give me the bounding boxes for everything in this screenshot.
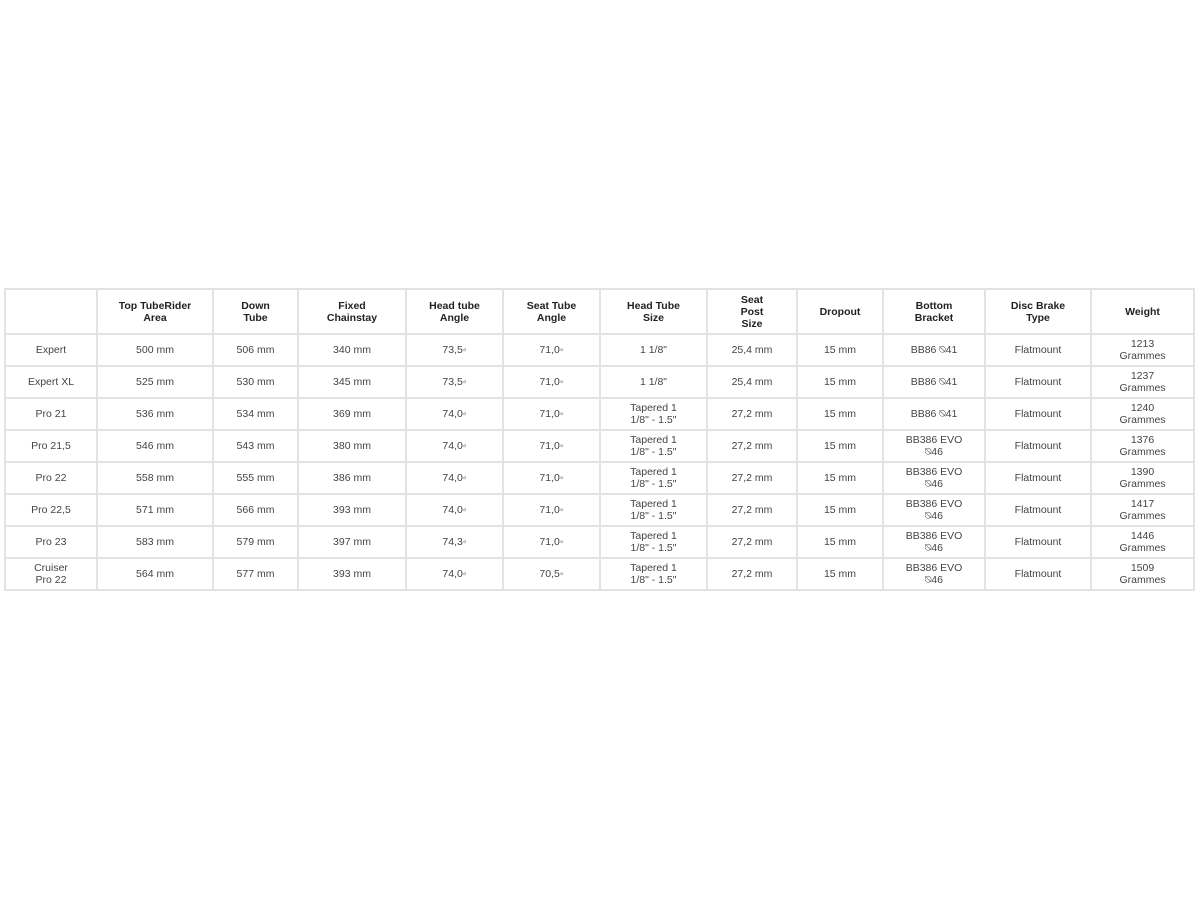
- cell-model: Pro 21: [5, 398, 97, 430]
- cell-top-tube: 571 mm: [97, 494, 213, 526]
- cell-dropout: 15 mm: [797, 366, 883, 398]
- header-seat-tube-angle: Seat Tube Angle: [503, 289, 600, 334]
- cell-weight: 1213 Grammes: [1091, 334, 1194, 366]
- cell-head-tube-angle: 73,5◦: [406, 334, 503, 366]
- cell-head-tube-size: Tapered 1 1/8" - 1.5": [600, 526, 707, 558]
- cell-down-tube: 577 mm: [213, 558, 298, 590]
- cell-top-tube: 500 mm: [97, 334, 213, 366]
- cell-weight: 1417 Grammes: [1091, 494, 1194, 526]
- header-top-tube: Top TubeRider Area: [97, 289, 213, 334]
- cell-model: Pro 22: [5, 462, 97, 494]
- cell-seat-post-size: 27,2 mm: [707, 558, 797, 590]
- header-chainstay: Fixed Chainstay: [298, 289, 406, 334]
- cell-disc-brake: Flatmount: [985, 334, 1091, 366]
- table-body: [5, 334, 1194, 590]
- cell-seat-tube-angle: 71,0◦: [503, 430, 600, 462]
- header-weight: Weight: [1091, 289, 1194, 334]
- cell-seat-tube-angle: 71,0◦: [503, 494, 600, 526]
- header-disc-brake: Disc Brake Type: [985, 289, 1091, 334]
- table-row: [5, 398, 1194, 430]
- cell-top-tube: 536 mm: [97, 398, 213, 430]
- cell-top-tube: 583 mm: [97, 526, 213, 558]
- cell-chainstay: 397 mm: [298, 526, 406, 558]
- cell-dropout: 15 mm: [797, 494, 883, 526]
- geometry-spec-table: [4, 288, 1195, 591]
- cell-dropout: 15 mm: [797, 462, 883, 494]
- cell-model: Cruiser Pro 22: [5, 558, 97, 590]
- cell-head-tube-angle: 74,3◦: [406, 526, 503, 558]
- cell-bottom-bracket: BB86 ⍉41: [883, 398, 985, 430]
- table-row: [5, 430, 1194, 462]
- table-row: [5, 526, 1194, 558]
- cell-model: Pro 21,5: [5, 430, 97, 462]
- cell-model: Pro 23: [5, 526, 97, 558]
- cell-dropout: 15 mm: [797, 558, 883, 590]
- cell-weight: 1376 Grammes: [1091, 430, 1194, 462]
- cell-disc-brake: Flatmount: [985, 494, 1091, 526]
- cell-bottom-bracket: BB386 EVO ⍉46: [883, 526, 985, 558]
- header-cell-empty: [5, 289, 97, 334]
- cell-down-tube: 543 mm: [213, 430, 298, 462]
- cell-head-tube-angle: 74,0◦: [406, 558, 503, 590]
- cell-bottom-bracket: BB86 ⍉41: [883, 366, 985, 398]
- cell-down-tube: 530 mm: [213, 366, 298, 398]
- header-seat-post-size: Seat Post Size: [707, 289, 797, 334]
- cell-down-tube: 579 mm: [213, 526, 298, 558]
- cell-bottom-bracket: BB386 EVO ⍉46: [883, 430, 985, 462]
- cell-chainstay: 393 mm: [298, 494, 406, 526]
- cell-head-tube-angle: 74,0◦: [406, 430, 503, 462]
- cell-dropout: 15 mm: [797, 398, 883, 430]
- cell-chainstay: 380 mm: [298, 430, 406, 462]
- cell-chainstay: 386 mm: [298, 462, 406, 494]
- cell-weight: 1237 Grammes: [1091, 366, 1194, 398]
- cell-head-tube-size: Tapered 1 1/8" - 1.5": [600, 430, 707, 462]
- cell-top-tube: 546 mm: [97, 430, 213, 462]
- cell-down-tube: 534 mm: [213, 398, 298, 430]
- cell-chainstay: 340 mm: [298, 334, 406, 366]
- cell-seat-tube-angle: 71,0◦: [503, 334, 600, 366]
- cell-head-tube-angle: 74,0◦: [406, 494, 503, 526]
- cell-top-tube: 564 mm: [97, 558, 213, 590]
- cell-seat-post-size: 27,2 mm: [707, 398, 797, 430]
- table-row: [5, 334, 1194, 366]
- cell-dropout: 15 mm: [797, 430, 883, 462]
- cell-head-tube-angle: 74,0◦: [406, 398, 503, 430]
- cell-head-tube-size: 1 1/8": [600, 334, 707, 366]
- cell-disc-brake: Flatmount: [985, 366, 1091, 398]
- cell-head-tube-size: Tapered 1 1/8" - 1.5": [600, 398, 707, 430]
- cell-top-tube: 558 mm: [97, 462, 213, 494]
- cell-disc-brake: Flatmount: [985, 430, 1091, 462]
- cell-disc-brake: Flatmount: [985, 558, 1091, 590]
- cell-chainstay: 393 mm: [298, 558, 406, 590]
- cell-disc-brake: Flatmount: [985, 526, 1091, 558]
- cell-seat-tube-angle: 71,0◦: [503, 462, 600, 494]
- cell-seat-tube-angle: 71,0◦: [503, 398, 600, 430]
- table-header-row: [5, 289, 1194, 334]
- cell-model: Pro 22,5: [5, 494, 97, 526]
- cell-chainstay: 369 mm: [298, 398, 406, 430]
- cell-bottom-bracket: BB386 EVO ⍉46: [883, 494, 985, 526]
- cell-weight: 1390 Grammes: [1091, 462, 1194, 494]
- cell-head-tube-size: Tapered 1 1/8" - 1.5": [600, 462, 707, 494]
- header-bottom-bracket: Bottom Bracket: [883, 289, 985, 334]
- cell-seat-post-size: 27,2 mm: [707, 430, 797, 462]
- cell-weight: 1240 Grammes: [1091, 398, 1194, 430]
- cell-seat-post-size: 25,4 mm: [707, 366, 797, 398]
- cell-seat-tube-angle: 71,0◦: [503, 366, 600, 398]
- cell-model: Expert: [5, 334, 97, 366]
- cell-chainstay: 345 mm: [298, 366, 406, 398]
- cell-model: Expert XL: [5, 366, 97, 398]
- header-down-tube: Down Tube: [213, 289, 298, 334]
- cell-disc-brake: Flatmount: [985, 398, 1091, 430]
- cell-top-tube: 525 mm: [97, 366, 213, 398]
- header-dropout: Dropout: [797, 289, 883, 334]
- table-row: [5, 558, 1194, 590]
- header-head-tube-angle: Head tube Angle: [406, 289, 503, 334]
- cell-bottom-bracket: BB86 ⍉41: [883, 334, 985, 366]
- table-row: [5, 366, 1194, 398]
- cell-seat-post-size: 25,4 mm: [707, 334, 797, 366]
- cell-down-tube: 566 mm: [213, 494, 298, 526]
- cell-down-tube: 506 mm: [213, 334, 298, 366]
- cell-seat-tube-angle: 71,0◦: [503, 526, 600, 558]
- cell-seat-post-size: 27,2 mm: [707, 462, 797, 494]
- cell-disc-brake: Flatmount: [985, 462, 1091, 494]
- cell-seat-post-size: 27,2 mm: [707, 526, 797, 558]
- cell-dropout: 15 mm: [797, 526, 883, 558]
- header-head-tube-size: Head Tube Size: [600, 289, 707, 334]
- cell-weight: 1509 Grammes: [1091, 558, 1194, 590]
- cell-head-tube-angle: 73,5◦: [406, 366, 503, 398]
- cell-seat-tube-angle: 70,5◦: [503, 558, 600, 590]
- cell-head-tube-size: Tapered 1 1/8" - 1.5": [600, 494, 707, 526]
- cell-dropout: 15 mm: [797, 334, 883, 366]
- cell-weight: 1446 Grammes: [1091, 526, 1194, 558]
- cell-head-tube-angle: 74,0◦: [406, 462, 503, 494]
- table-row: [5, 494, 1194, 526]
- cell-bottom-bracket: BB386 EVO ⍉46: [883, 462, 985, 494]
- cell-down-tube: 555 mm: [213, 462, 298, 494]
- cell-head-tube-size: 1 1/8": [600, 366, 707, 398]
- cell-head-tube-size: Tapered 1 1/8" - 1.5": [600, 558, 707, 590]
- cell-seat-post-size: 27,2 mm: [707, 494, 797, 526]
- table-row: [5, 462, 1194, 494]
- cell-bottom-bracket: BB386 EVO ⍉46: [883, 558, 985, 590]
